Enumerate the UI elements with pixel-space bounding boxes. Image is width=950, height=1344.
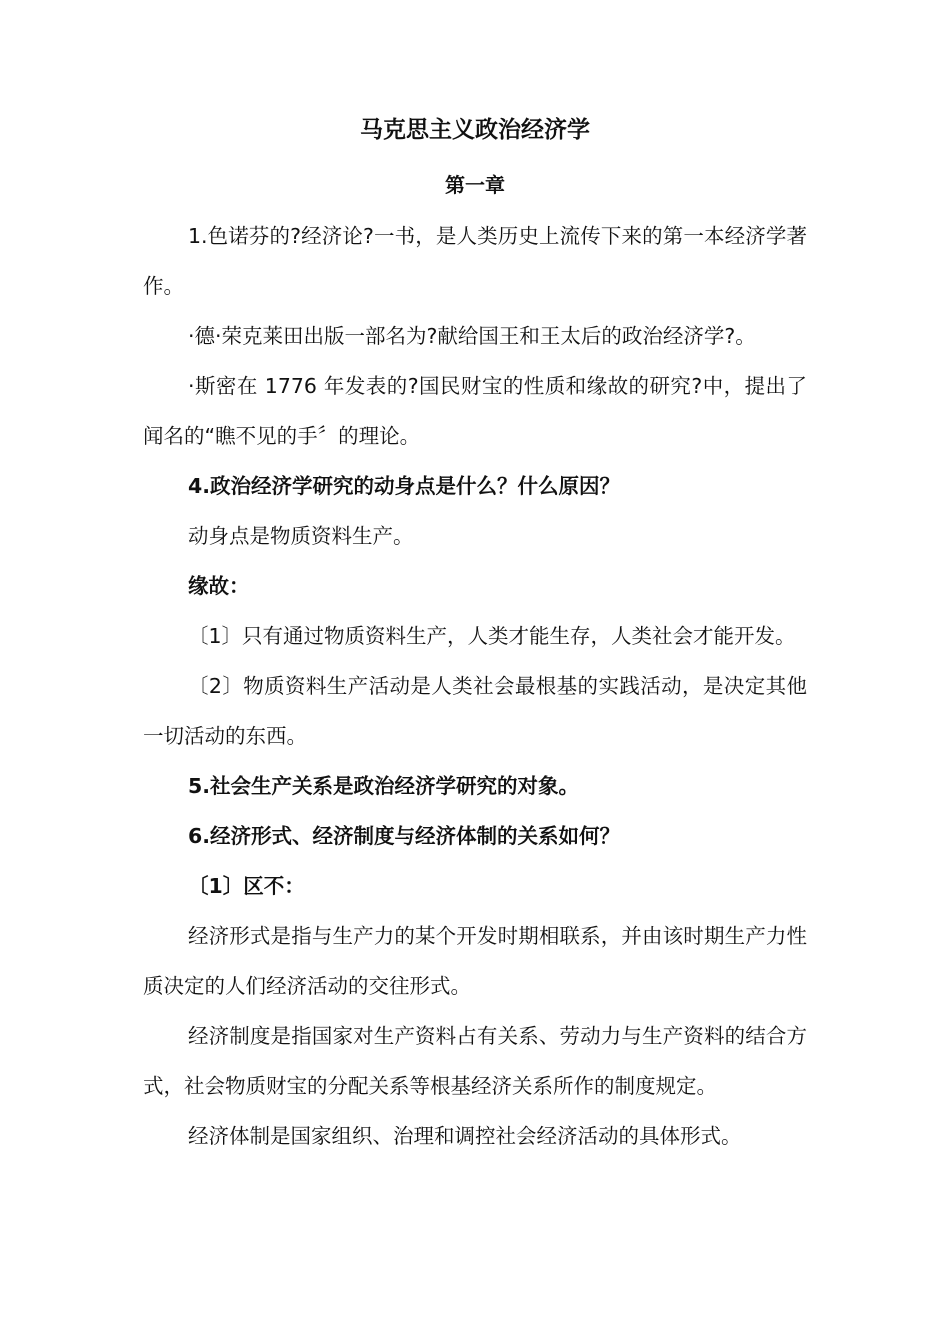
point-5-heading: 5.社会生产关系是政治经济学研究的对象。	[188, 774, 580, 798]
definition-economic-mechanism: 经济体制是国家组织、治理和调控社会经济活动的具体形式。	[188, 1124, 742, 1148]
difference-heading: 〔1〕区不：	[188, 874, 305, 898]
paragraph-2: ·德·荣克莱田出版一部名为?献给国王和王太后的政治经济学?。	[188, 324, 756, 348]
reason-2: 〔2〕物质资料生产活动是人类社会最根基的实践活动，是决定其他一切活动的东西。	[143, 674, 807, 748]
document-title: 马克思主义政治经济学	[360, 117, 590, 143]
reason-1: 〔1〕只有通过物质资料生产，人类才能生存，人类社会才能开发。	[188, 624, 796, 648]
paragraph-3: ·斯密在 1776 年发表的?国民财宝的性质和缘故的研究?中，提出了闻名的“瞧不见的手〞的理论。	[143, 374, 807, 448]
definition-economic-form: 经济形式是指与生产力的某个开发时期相联系，并由该时期生产力性质决定的人们经济活动的交往形式。	[143, 924, 807, 998]
paragraph-1: 1.色诺芬的?经济论?一书，是人类历史上流传下来的第一本经济学著作。	[143, 224, 807, 298]
chapter-heading: 第一章	[445, 173, 505, 197]
paragraph-answer-4: 动身点是物质资料生产。	[188, 524, 414, 548]
question-6-heading: 6.经济形式、经济制度与经济体制的关系如何？	[188, 824, 621, 848]
question-4-heading: 4.政治经济学研究的动身点是什么？什么原因？	[188, 474, 621, 498]
definition-economic-system: 经济制度是指国家对生产资料占有关系、劳动力与生产资料的结合方式，社会物质财宝的分配关系等根基经济关系所作的制度规定。	[143, 1024, 807, 1098]
reasons-heading: 缘故：	[188, 574, 250, 598]
document-body	[143, 211, 807, 1161]
